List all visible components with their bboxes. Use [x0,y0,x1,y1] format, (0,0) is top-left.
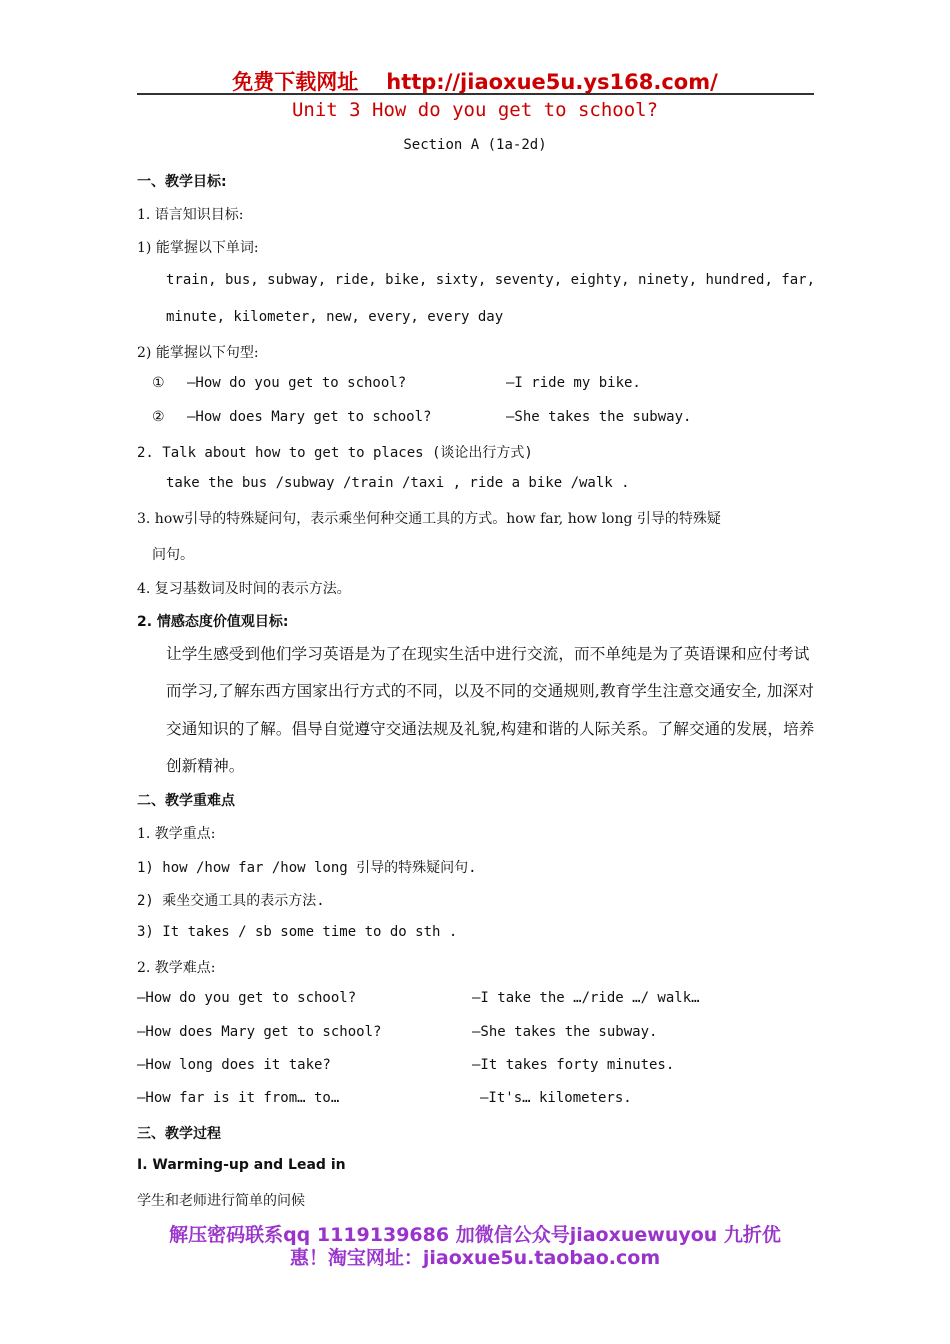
page-subtitle: Section A (1a-2d) [403,137,547,153]
difficulty3-question: —How long does it take? [137,1057,331,1073]
s1-attitude-paragraph: 让学生感受到他们学习英语是为了在现实生活中进行交流，而不单纯是为了英语课和应付考试而学习,了解东西方国家出行方式的不同，以及不同的交通规则,教育学生注意交通安全, 加深对交通知识的了解。倡导自觉遵守交通法规及礼貌,构建和谐的人际关系。了解交通的发展，培养创新精神。 [166,645,815,775]
s1-sub2: 2) 能掌握以下句型: [137,345,259,361]
s1-attitude-heading: 2. 情感态度价值观目标: [137,614,289,630]
pattern2-question: —How does Mary get to school? [187,409,432,425]
s2-key2: 2) 乘坐交通工具的表示方法. [137,893,325,909]
difficulty1-answer: —I take the …/ride …/ walk… [472,990,700,1006]
header-url-link[interactable]: http://jiaoxue5u.ys168.com/ [386,70,718,94]
footer-line1: 解压密码联系qq 1119139686 加微信公众号jiaoxuewuyou 九折优 [169,1224,781,1246]
s1-words-line1: train, bus, subway, ride, bike, sixty, seventy, eighty, ninety, hundred, far, [166,272,816,288]
pattern1-question: —How do you get to school? [187,375,407,391]
s1-item2-detail: take the bus /subway /train /taxi , ride a bike /walk . [166,475,630,491]
pattern1-number: ① [152,375,165,391]
s1-item2: 2. Talk about how to get to places (谈论出行方式) [137,445,533,461]
page-title: Unit 3 How do you get to school? [291,99,659,121]
difficulty2-answer: —She takes the subway. [472,1024,658,1040]
s1-item4: 4. 复习基数词及时间的表示方法。 [137,581,351,597]
difficulty4-question: —How far is it from… to… [137,1090,340,1106]
s3-step1-text: 学生和老师进行简单的问候 [137,1193,305,1209]
s1-words-line2: minute, kilometer, new, every, every day [166,309,504,325]
pattern1-answer: —I ride my bike. [506,375,641,391]
pattern2-number: ② [152,409,165,425]
header-divider [137,93,814,95]
section2-heading: 二、教学重难点 [137,793,235,809]
s1-item3-line1: 3. how引导的特殊疑问句，表示乘坐何种交通工具的方式。how far, how long 引导的特殊疑 [137,511,721,527]
header-label: 免费下载网址 [232,70,359,94]
pattern2-answer: —She takes the subway. [506,409,692,425]
difficulty3-answer: —It takes forty minutes. [472,1057,675,1073]
footer-line2: 惠！淘宝网址：jiaoxue5u.taobao.com [289,1247,661,1269]
section3-heading: 三、教学过程 [137,1126,221,1142]
s1-item1: 1. 语言知识目标: [137,207,244,223]
s2-key1: 1) how /how far /how long 引导的特殊疑问句. [137,860,477,876]
s3-step1: Ⅰ. Warming-up and Lead in [137,1157,346,1173]
s2-key3: 3) It takes / sb some time to do sth . [137,924,458,940]
s1-item3-line2: 问句。 [152,547,194,563]
s1-sub1: 1) 能掌握以下单词: [137,240,259,256]
s2-item1: 1. 教学重点: [137,826,216,842]
s2-item2: 2. 教学难点: [137,960,216,976]
difficulty4-answer: —It's… kilometers. [480,1090,632,1106]
header-banner [0,66,950,96]
difficulty2-question: —How does Mary get to school? [137,1024,382,1040]
difficulty1-question: —How do you get to school? [137,990,357,1006]
section1-heading: 一、教学目标: [137,174,227,190]
